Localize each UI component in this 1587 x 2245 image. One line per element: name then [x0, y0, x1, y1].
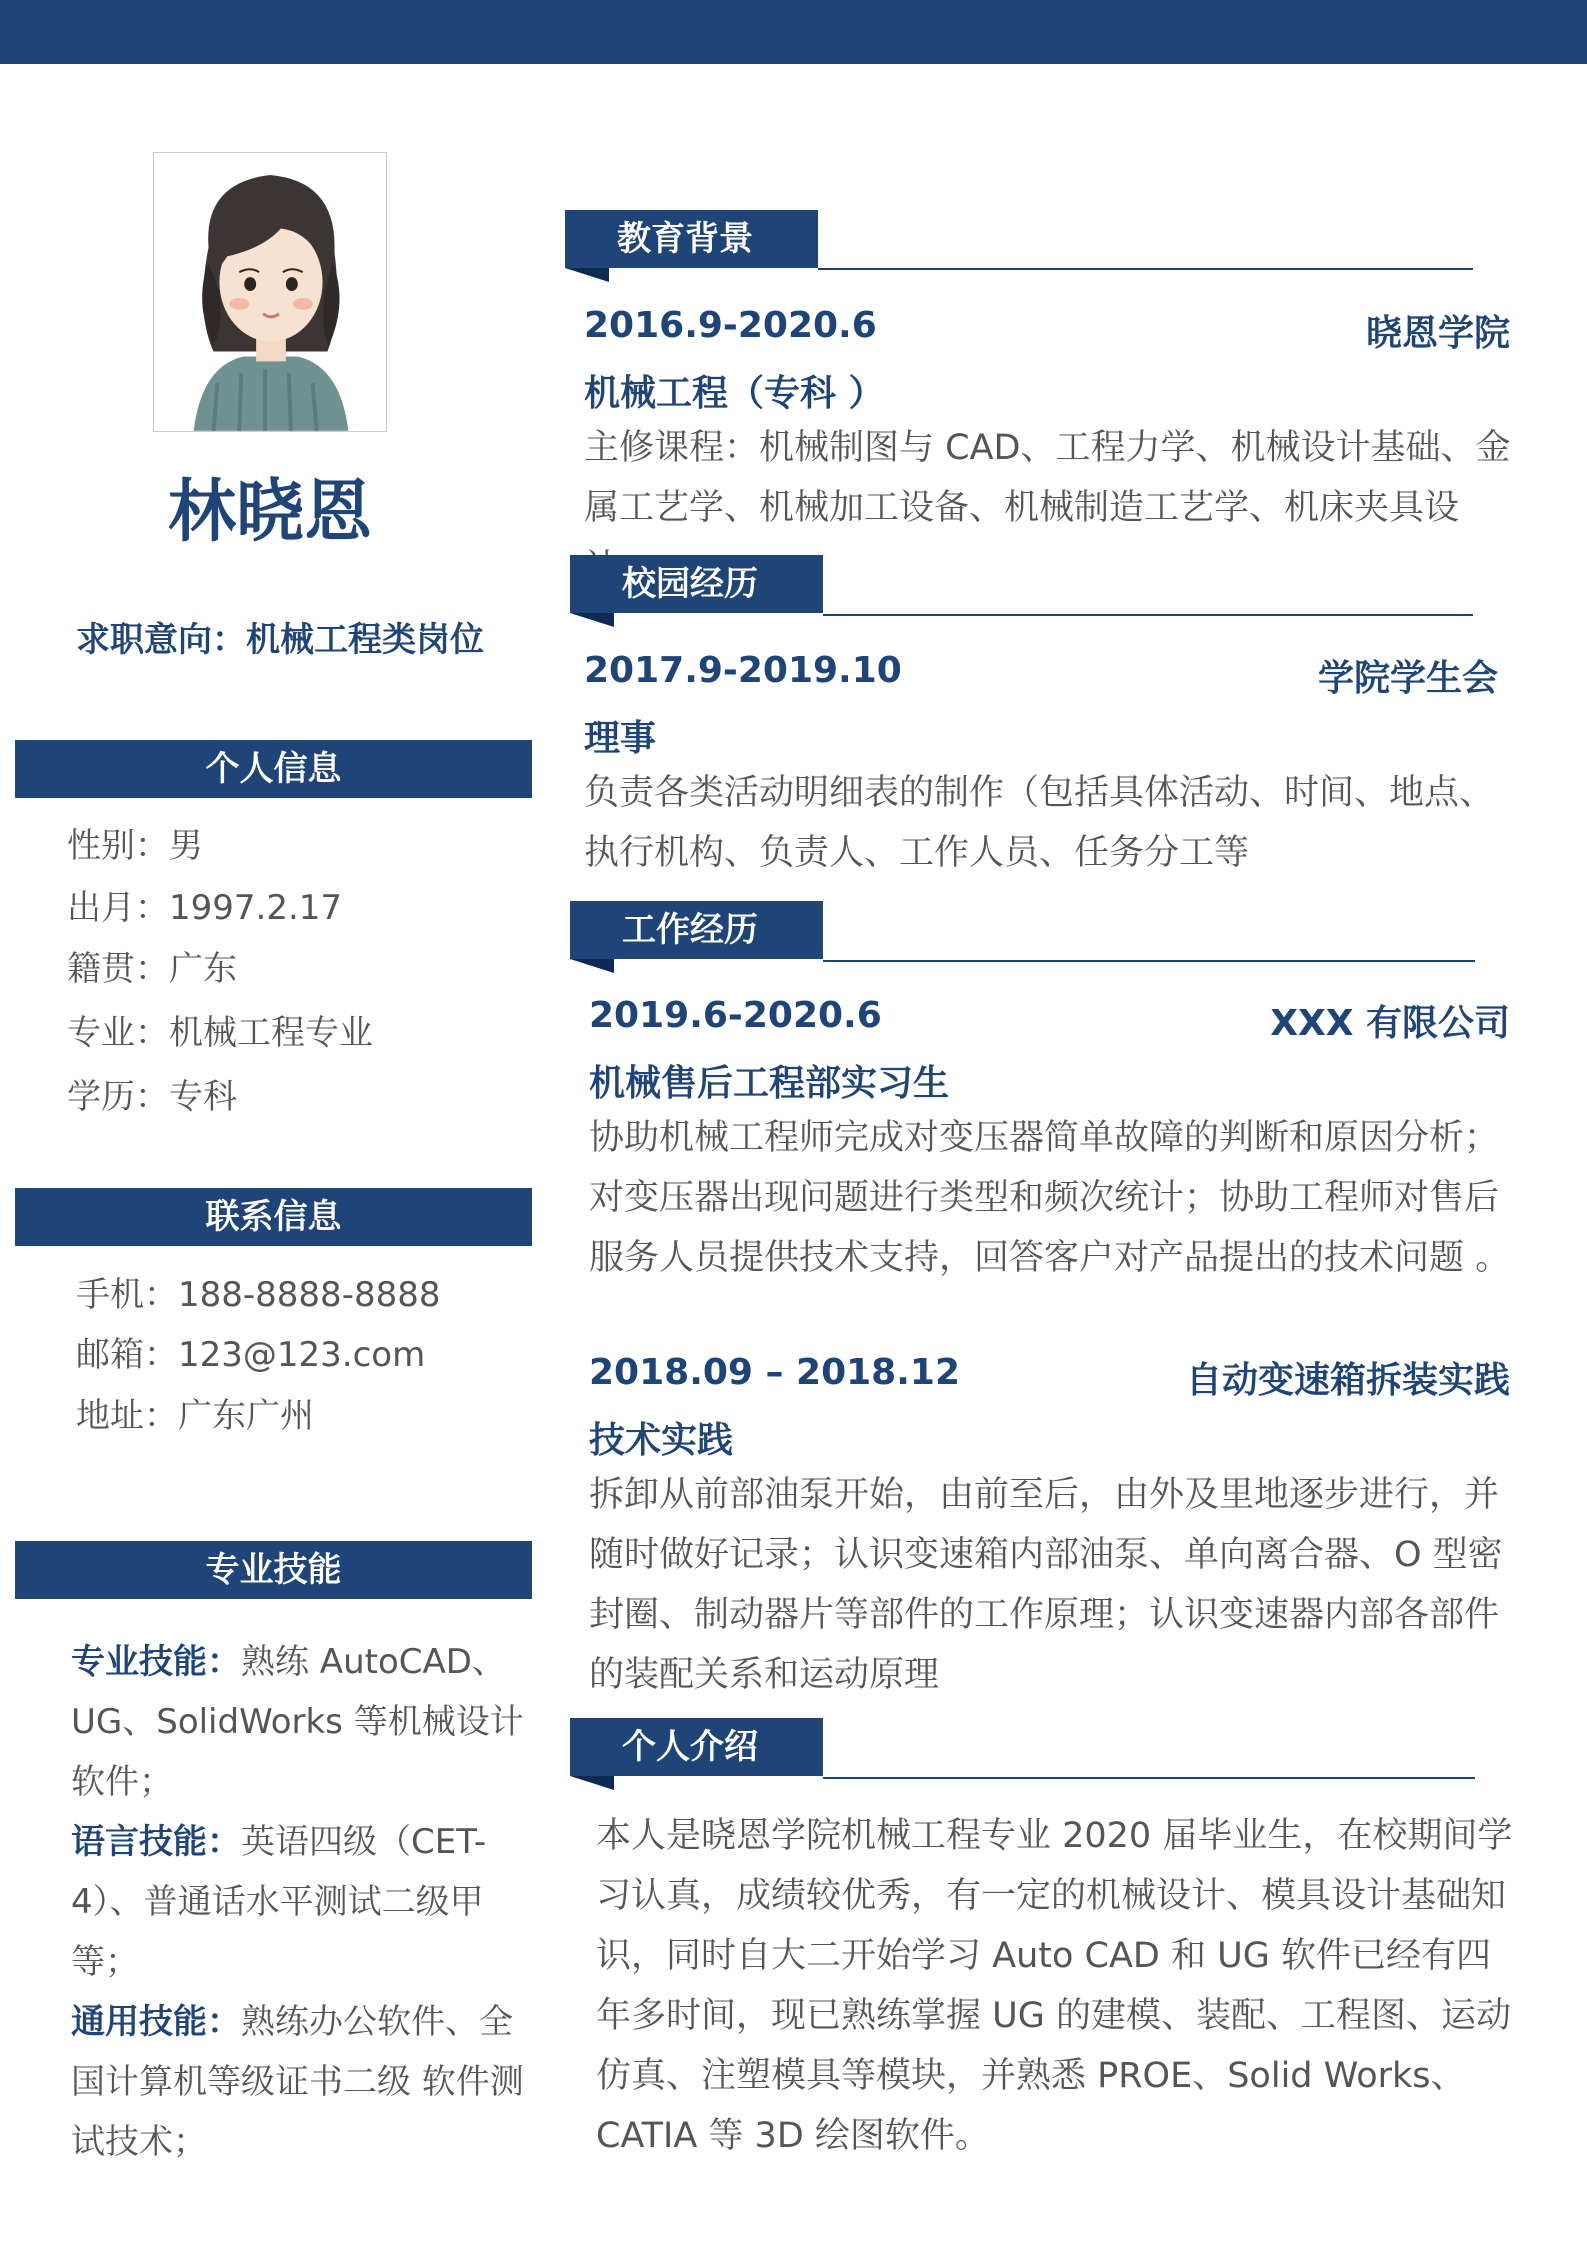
- work-2-project: 自动变速箱拆装实践: [1185, 1360, 1510, 1401]
- info-hometown: 籍贯：广东: [67, 949, 237, 989]
- work-1-company: XXX 有限公司: [1270, 1003, 1510, 1044]
- personal-info-header: 个人信息: [15, 740, 532, 798]
- skills-header: 专业技能: [15, 1541, 532, 1599]
- education-header-fold: [565, 268, 609, 282]
- work-header-fold: [570, 959, 614, 973]
- work-2-role: 技术实践: [589, 1420, 734, 1461]
- work-header: 工作经历: [570, 901, 823, 959]
- intro-header: 个人介绍: [570, 1718, 823, 1776]
- work-1-desc: 协助机械工程师完成对变压器简单故障的判断和原因分析；对变压器出现问题进行类型和频次统计；协助工程师对售后服务人员提供技术支持，回答客户对产品提出的技术问题 。: [589, 1118, 1511, 1278]
- job-intent: 求职意向：机械工程类岗位: [76, 620, 484, 660]
- campus-header-fold: [570, 613, 614, 627]
- contact-address: 地址：广东广州: [76, 1396, 314, 1436]
- work-2-desc: 拆卸从前部油泵开始，由前至后，由外及里地逐步进行，并随时做好记录；认识变速箱内部油泵、单向离合器、O 型密封圈、制动器片等部件的工作原理；认识变速器内部各部件的装配关系和运动原理: [589, 1475, 1503, 1695]
- skill-language: 语言技能：英语四级（CET-4）、普通话水平测试二级甲等；: [71, 1822, 487, 1982]
- skill-professional: 专业技能：熟练 AutoCAD、UG、SolidWorks 等机械设计软件；: [71, 1642, 524, 1802]
- work-1-date: 2019.6-2020.6: [589, 995, 882, 1036]
- campus-divider: [823, 614, 1473, 616]
- intro-desc: 本人是晓恩学院机械工程专业 2020 届毕业生，在校期间学习认真，成绩较优秀，有一定的机械设计、模具设计基础知识，同时自大二开始学习 Auto CAD 和 UG 软件已经有四年多时间，现已熟练掌握 UG 的建模、装配、工程图、运动仿真、注塑模具等模块，并熟悉 PROE、Solid Works、CATIA 等 3D 绘图软件。: [596, 1816, 1513, 2156]
- work-divider: [823, 960, 1475, 962]
- info-major: 专业：机械工程专业: [67, 1013, 373, 1053]
- avatar: [153, 152, 387, 432]
- contact-phone: 手机：188-8888-8888: [76, 1275, 441, 1315]
- campus-header: 校园经历: [570, 555, 823, 613]
- candidate-name: 林晓恩: [167, 473, 372, 552]
- education-major: 机械工程（专科 ）: [584, 373, 885, 414]
- skills-list: [71, 1632, 541, 2172]
- info-birth: 出月：1997.2.17: [67, 888, 343, 928]
- education-divider: [818, 268, 1473, 270]
- campus-date: 2017.9-2019.10: [584, 650, 902, 691]
- education-courses: 主修课程：机械制图与 CAD、工程力学、机械设计基础、金属工艺学、机械加工设备、机械制造工艺学、机床夹具设: [584, 428, 1511, 528]
- campus-role: 理事: [584, 718, 657, 759]
- contact-header: 联系信息: [15, 1188, 532, 1246]
- work-2-date: 2018.09 – 2018.12: [589, 1352, 961, 1393]
- campus-org: 学院学生会: [1317, 658, 1498, 699]
- work-1-role: 机械售后工程部实习生: [589, 1063, 950, 1104]
- skill-general: 通用技能：熟练办公软件、全国计算机等级证书二级 软件测试技术；: [71, 2002, 524, 2162]
- avatar-illustration: [154, 153, 386, 431]
- intro-header-fold: [570, 1776, 614, 1790]
- education-date: 2016.9-2020.6: [584, 305, 877, 346]
- top-banner: [0, 0, 1587, 64]
- education-school: 晓恩学院: [1365, 313, 1510, 354]
- contact-email: 邮箱：123@123.com: [76, 1335, 426, 1375]
- info-gender: 性别：男: [67, 826, 203, 866]
- intro-divider: [823, 1777, 1475, 1779]
- campus-desc: 负责各类活动明细表的制作（包括具体活动、时间、地点、执行机构、负责人、工作人员、任务分工等: [584, 773, 1495, 873]
- info-degree: 学历：专科: [67, 1077, 237, 1117]
- education-header: 教育背景: [565, 210, 818, 268]
